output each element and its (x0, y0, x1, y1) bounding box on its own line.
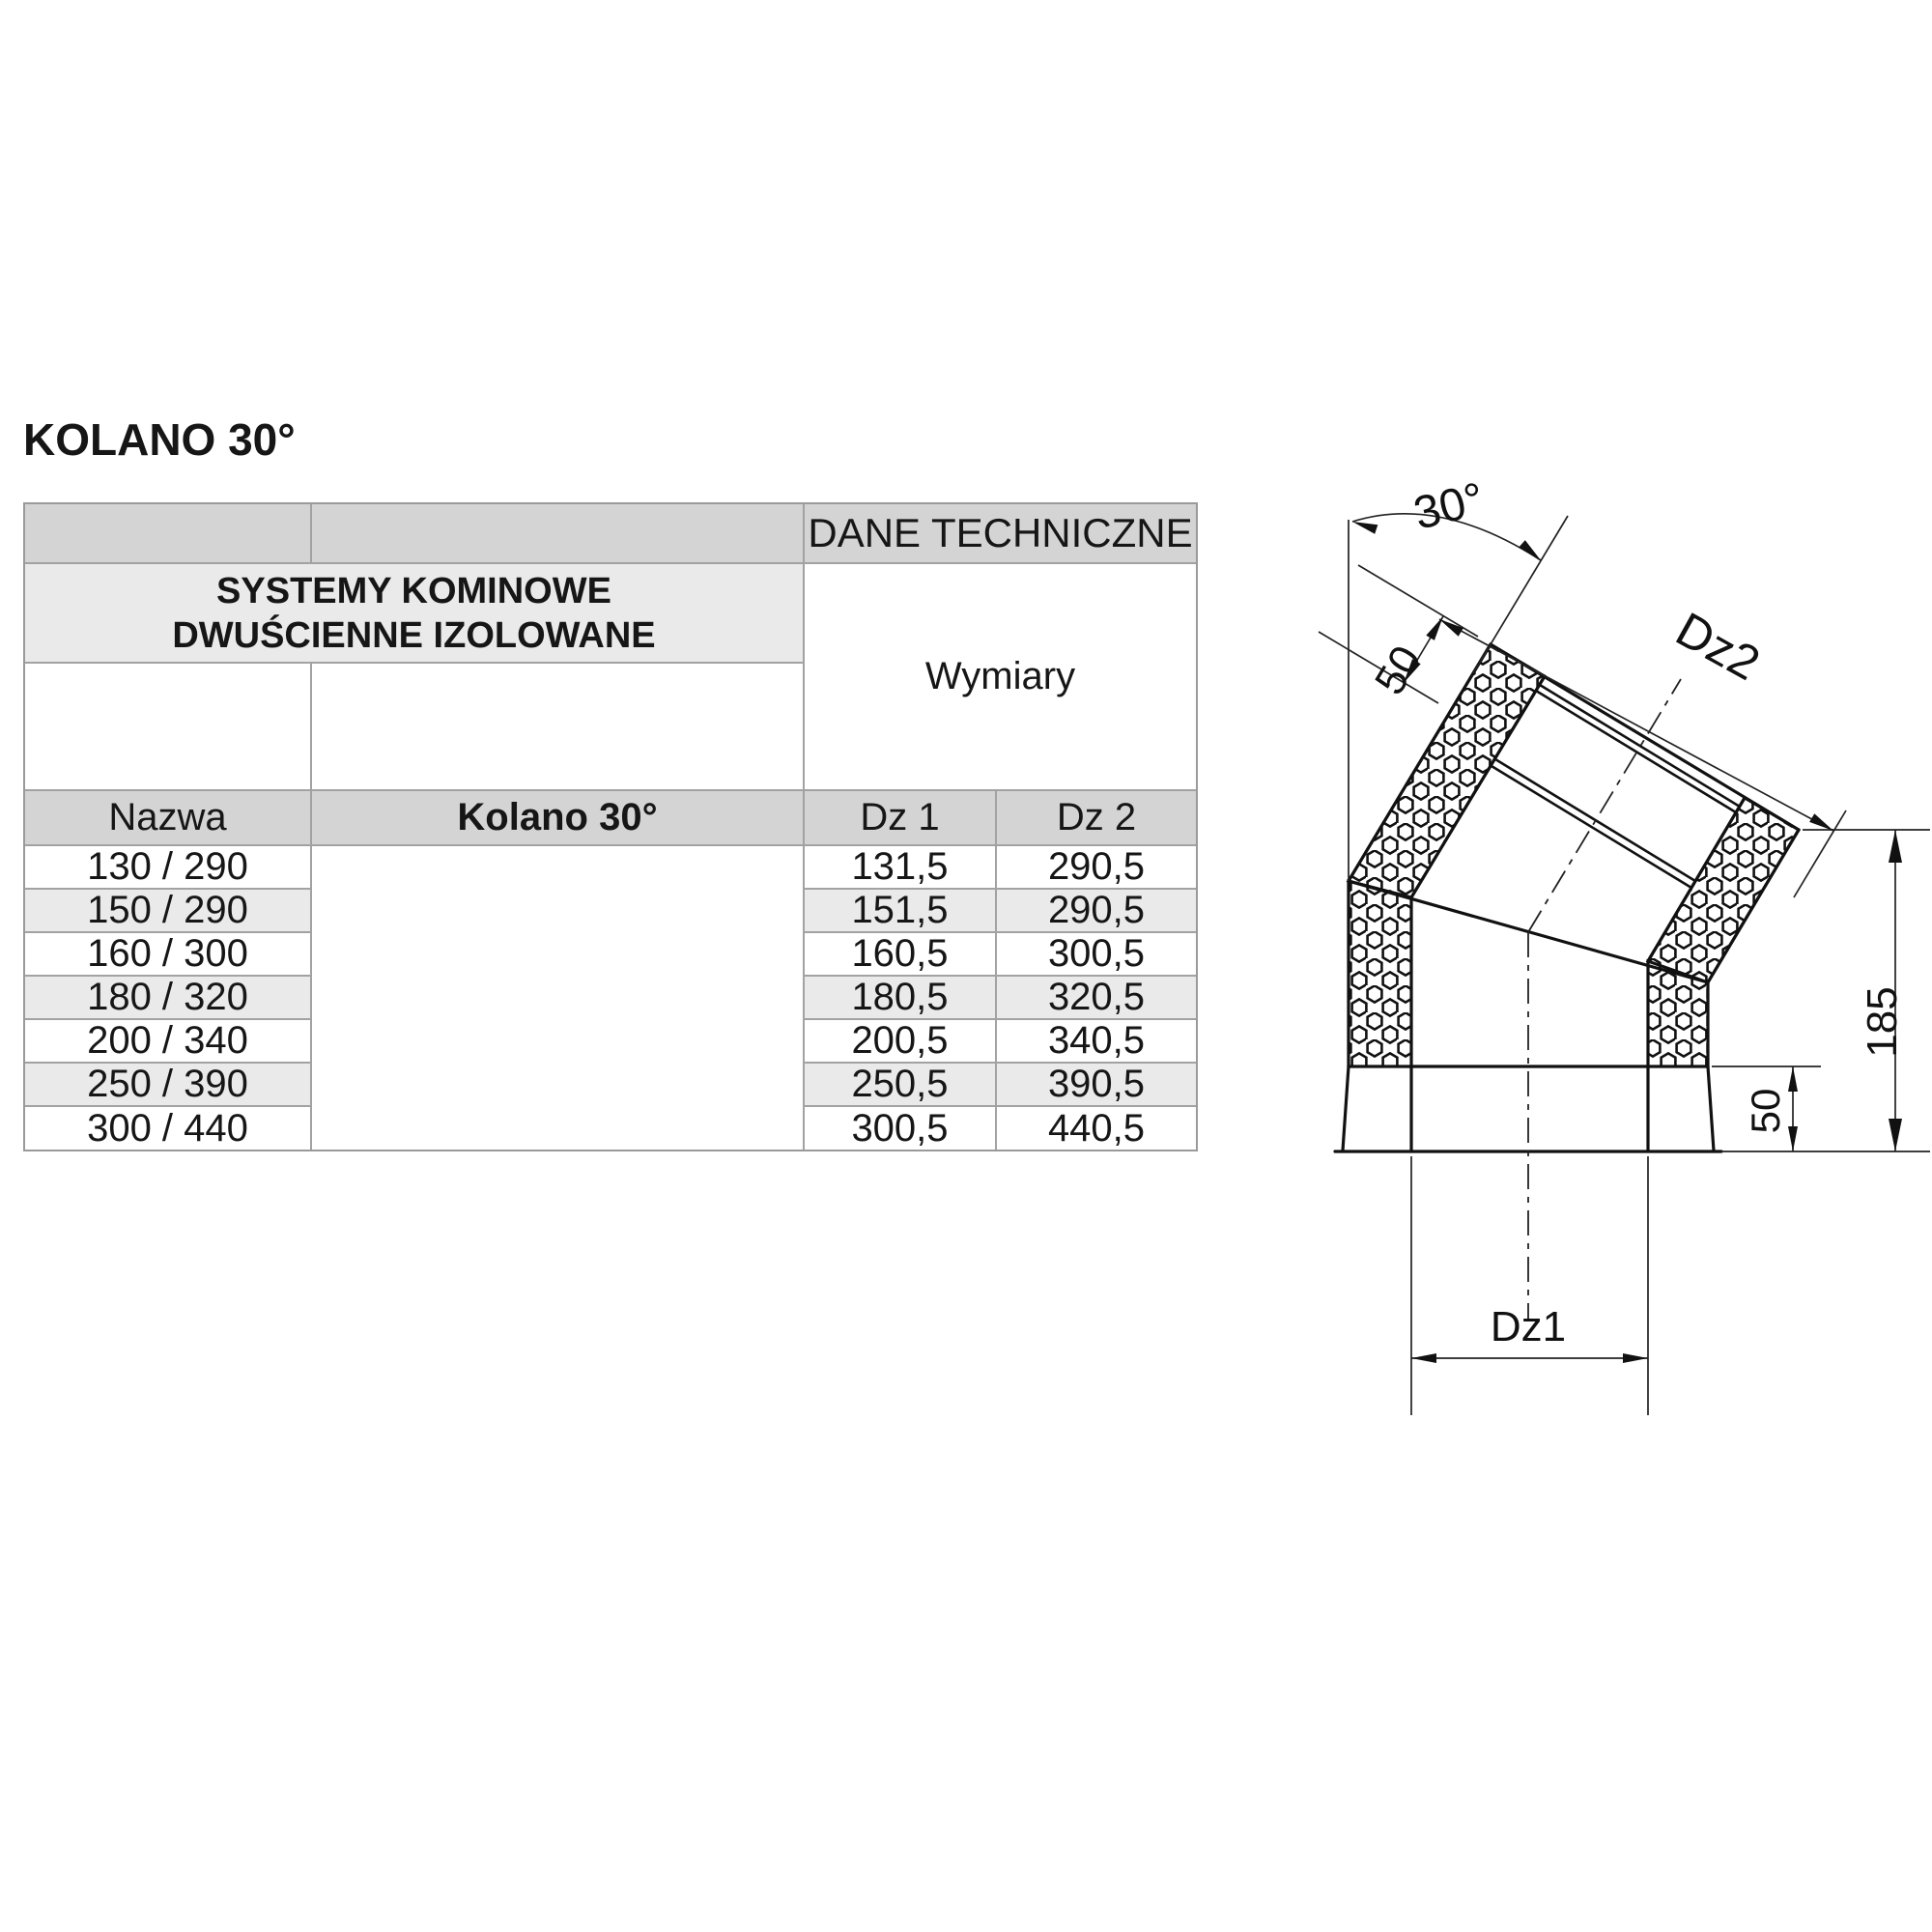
dz2-label: Dz2 (1667, 602, 1769, 692)
column-header-kolano: Kolano 30° (312, 791, 805, 846)
table-row-dz1: 180,5 (805, 977, 997, 1020)
header-empty-cell-2 (312, 504, 805, 564)
table-row-dz1: 160,5 (805, 933, 997, 977)
empty-cell-mid (312, 664, 805, 791)
table-row-nazwa: 300 / 440 (25, 1107, 312, 1150)
column-header-nazwa: Nazwa (25, 791, 312, 846)
systems-header-line1: SYSTEMY KOMINOWE (216, 570, 611, 611)
table-row-dz1: 300,5 (805, 1107, 997, 1150)
column-header-dz2: Dz 2 (997, 791, 1196, 846)
table-row-nazwa: 180 / 320 (25, 977, 312, 1020)
page-title: KOLANO 30° (23, 414, 296, 465)
wymiary-header-cell: Wymiary (805, 564, 1196, 791)
top-insert-50-label: 50 (1365, 638, 1432, 703)
table-row-dz2: 290,5 (997, 846, 1196, 890)
table-row-nazwa: 250 / 390 (25, 1064, 312, 1107)
table-row-nazwa: 130 / 290 (25, 846, 312, 890)
empty-cell-left (25, 664, 312, 791)
table-row-dz2: 390,5 (997, 1064, 1196, 1107)
systems-header-line2: DWUŚCIENNE IZOLOWANE (172, 614, 656, 656)
table-row-nazwa: 160 / 300 (25, 933, 312, 977)
height-185-label: 185 (1859, 986, 1906, 1058)
socket-50-label: 50 (1743, 1088, 1788, 1134)
liner-seam-lines (1492, 685, 1740, 888)
angle-label: 30° (1408, 472, 1490, 540)
systems-header-cell (25, 564, 805, 664)
elbow-technical-drawing (1304, 444, 1932, 1439)
table-row-dz2: 290,5 (997, 890, 1196, 933)
table-row-dz2: 320,5 (997, 977, 1196, 1020)
insulation-hatch (1349, 644, 1799, 1066)
table-row-dz1: 250,5 (805, 1064, 997, 1107)
table-row-nazwa: 150 / 290 (25, 890, 312, 933)
column-header-dz1: Dz 1 (805, 791, 997, 846)
header-empty-cell-1 (25, 504, 312, 564)
product-image-cell (312, 846, 805, 1150)
table-row-nazwa: 200 / 340 (25, 1020, 312, 1064)
table-row-dz2: 440,5 (997, 1107, 1196, 1150)
table-row-dz1: 151,5 (805, 890, 997, 933)
table-row-dz1: 131,5 (805, 846, 997, 890)
table-row-dz1: 200,5 (805, 1020, 997, 1064)
technical-data-table (23, 502, 1198, 1151)
dane-techniczne-header: DANE TECHNICZNE (805, 504, 1196, 564)
table-row-dz2: 340,5 (997, 1020, 1196, 1064)
dz1-label: Dz1 (1490, 1303, 1567, 1350)
table-row-dz2: 300,5 (997, 933, 1196, 977)
dimension-arrowheads (1352, 522, 1902, 1363)
